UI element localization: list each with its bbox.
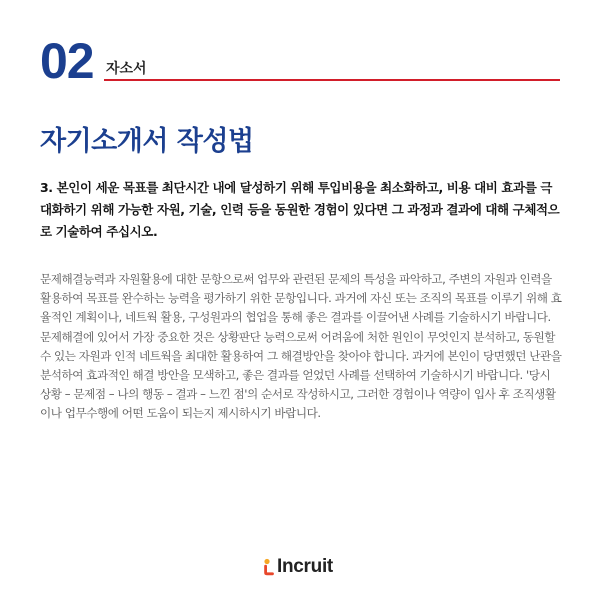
incruit-logo — [262, 556, 333, 578]
section-divider — [104, 79, 560, 81]
section-header — [40, 33, 560, 89]
question-text: 3. 본인이 세운 목표를 최단시간 내에 달성하기 위해 투입비용을 최소화하고, 비용 대비 효과를 극대화하기 위해 가능한 자원, 기술, 인력 등을 동원한 경험이 있다면 그 과정과 결과에 대해 구체적으로 기술하여 주십시오. — [40, 180, 560, 239]
body-text: 문제해결능력과 자원활용에 대한 문항으로써 업무와 관련된 문제의 특성을 파악하고, 주변의 자원과 인력을 활용하여 목표를 완수하는 능력을 평가하기 위한 문항입니다. 과거에 자신 또는 조직의 목표를 이루기 위해 효율적인 계획이나, 네트웍 활용, 구성원과의 협업을 통해 좋은 결과를 이끌어낸 사례를 기술하시기 바랍니다. 문제해결에 있어서 가장 중요한 것은 상황판단 능력으로써 어려움에 처한 원인이 무엇인지 분석하고, 동원할 수 있는 자원과 인적 네트웍을 최대한 활용하여 그 해결방안을 찾아야 합니다. 과거에 본인이 당면했던 난관을 분석하여 효과적인 해결 방안을 모색하고, 좋은 결과를 얻었던 사례를 선택하여 기술하시기 바랍니다. '당시 상황 – 문제점 – 나의 행동 – 결과 – 느낀 점'의 순서로 작성하시고, 그러한 경험이나 역량이 입사 후 조직생활이나 업무수행에 어떤 도움이 되는지 제시하시기 바랍니다. — [40, 272, 562, 421]
page-title: 자기소개서 작성법 — [40, 126, 254, 157]
logo-text: Incruit — [277, 556, 333, 577]
section-number: 02 — [40, 33, 94, 89]
section-label: 자소서 — [106, 61, 147, 77]
incruit-logo-mark-icon — [262, 558, 276, 576]
